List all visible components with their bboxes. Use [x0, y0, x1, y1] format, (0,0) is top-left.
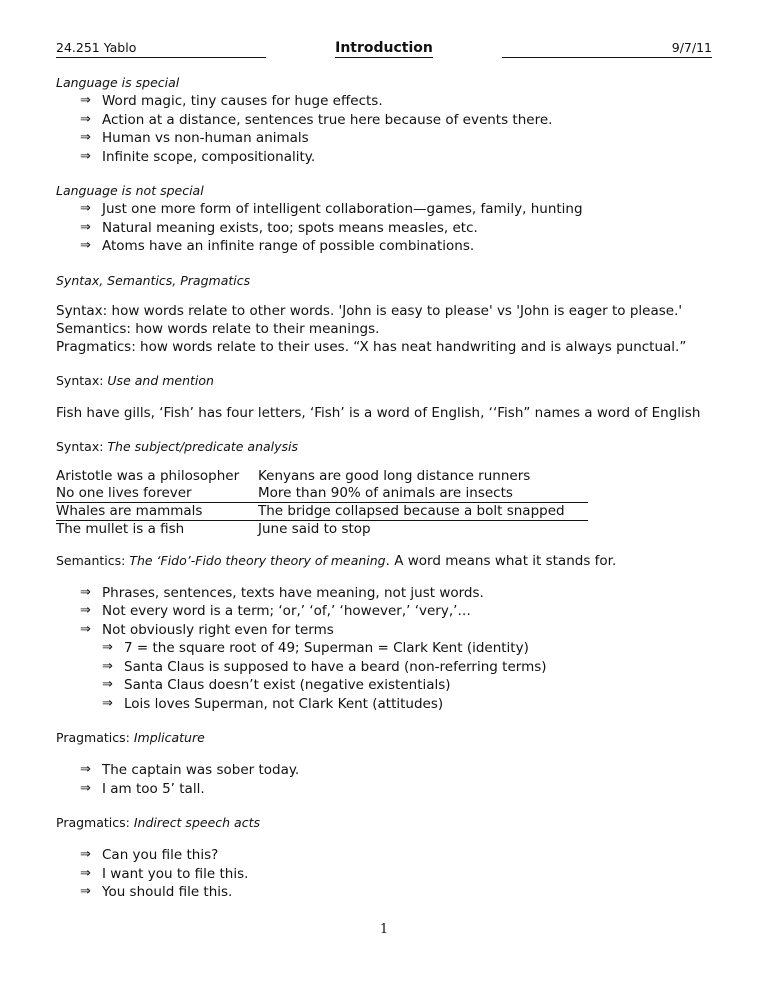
arrow-icon: ⇒	[80, 130, 91, 145]
section-title-syntax-semantics-pragmatics: Syntax, Semantics, Pragmatics	[56, 272, 251, 288]
arrow-icon: ⇒	[80, 148, 91, 164]
section-title-implicature: Pragmatics: Implicature	[56, 730, 205, 745]
arrow-icon: ⇒	[80, 884, 91, 899]
arrow-icon: ⇒	[80, 621, 91, 637]
arrow-icon: ⇒	[80, 201, 91, 216]
arrow-icon: ⇒	[80, 762, 91, 777]
table-row: Whales are mammals The bridge collapsed because a bolt snapped	[56, 502, 588, 520]
syntax-definition: Syntax: how words relate to other words. 'John is easy to please' vs 'John is eager to please.'	[56, 302, 683, 319]
list-item: ⇒ Just one more form of intelligent collaboration—games, family, hunting	[80, 201, 583, 217]
arrow-icon: ⇒	[80, 847, 91, 862]
arrow-icon: ⇒	[80, 780, 91, 796]
list-implicature	[56, 761, 712, 798]
arrow-icon: ⇒	[102, 640, 113, 655]
list-item: ⇒ Not every word is a term; ‘or,’ ‘of,’ ‘however,’ ‘very,’…	[80, 603, 471, 619]
list-indirect-speech-acts	[56, 846, 712, 902]
list-item: ⇒ You should file this.	[80, 884, 233, 900]
page-number: 1	[379, 922, 389, 937]
section-title-language-special: Language is special	[56, 75, 180, 90]
arrow-icon: ⇒	[80, 865, 91, 881]
subject-predicate-table	[56, 468, 588, 538]
list-item: ⇒ Santa Claus doesn’t exist (negative existentials)	[102, 677, 451, 693]
table-row: Aristotle was a philosopher Kenyans are good long distance runners	[56, 467, 531, 484]
arrow-icon: ⇒	[80, 603, 91, 618]
document-page	[56, 40, 712, 902]
course-label: 24.251 Yablo	[56, 40, 266, 58]
list-item: ⇒ The captain was sober today.	[80, 762, 300, 778]
list-item: ⇒ Santa Claus is supposed to have a beard (non-referring terms)	[102, 658, 547, 675]
section-title-use-mention: Syntax: Use and mention	[56, 372, 214, 388]
arrow-icon: ⇒	[80, 111, 91, 127]
arrow-icon: ⇒	[80, 238, 91, 253]
arrow-icon: ⇒	[102, 695, 113, 711]
arrow-icon: ⇒	[80, 93, 91, 108]
list-item: ⇒ Can you file this?	[80, 847, 219, 863]
list-language-special	[56, 92, 712, 166]
section-title-subject-predicate: Syntax: The subject/predicate analysis	[56, 438, 299, 454]
list-fido-theory	[56, 584, 712, 640]
list-item: ⇒ I want you to file this.	[80, 865, 249, 882]
list-item: ⇒ 7 = the square root of 49; Superman = Clark Kent (identity)	[102, 640, 529, 656]
table-row: No one lives forever More than 90% of animals are insects	[56, 485, 588, 503]
list-item: ⇒ Phrases, sentences, texts have meaning, not just words.	[80, 584, 484, 601]
section-title-fido-theory: Semantics: The ‘Fido’-Fido theory theory of meaning. A word means what it stands for.	[56, 552, 617, 569]
section-title-language-not-special: Language is not special	[56, 183, 204, 198]
date-label: 9/7/11	[502, 40, 712, 58]
list-language-not-special	[56, 200, 712, 256]
list-item: ⇒ Word magic, tiny causes for huge effects.	[80, 93, 383, 109]
list-item: ⇒ Lois loves Superman, not Clark Kent (attitudes)	[102, 695, 444, 712]
arrow-icon: ⇒	[80, 219, 91, 235]
list-item: ⇒ Infinite scope, compositionality.	[80, 148, 316, 165]
list-item: ⇒ Not obviously right even for terms	[80, 621, 334, 638]
arrow-icon: ⇒	[102, 658, 113, 674]
list-fido-subitems	[56, 639, 712, 713]
section-title-indirect-speech-acts: Pragmatics: Indirect speech acts	[56, 815, 260, 830]
arrow-icon: ⇒	[102, 677, 113, 692]
table-row: The mullet is a fish June said to stop	[56, 520, 371, 537]
semantics-definition: Semantics: how words relate to their meanings.	[56, 320, 380, 337]
pragmatics-definition: Pragmatics: how words relate to their uses. “X has neat handwriting and is always punctual.”	[56, 338, 687, 355]
page-header	[56, 40, 712, 58]
list-item: ⇒ Human vs non-human animals	[80, 130, 309, 146]
list-item: ⇒ Action at a distance, sentences true here because of events there.	[80, 111, 553, 128]
list-item: ⇒ Atoms have an infinite range of possible combinations.	[80, 238, 475, 254]
use-mention-example: Fish have gills, ‘Fish’ has four letters, ‘Fish’ is a word of English, ‘‘Fish” names a word of English	[56, 404, 701, 421]
list-item: ⇒ Natural meaning exists, too; spots means measles, etc.	[80, 219, 478, 236]
page-title: Introduction	[335, 40, 433, 56]
arrow-icon: ⇒	[80, 584, 91, 600]
list-item: ⇒ I am too 5’ tall.	[80, 780, 205, 797]
